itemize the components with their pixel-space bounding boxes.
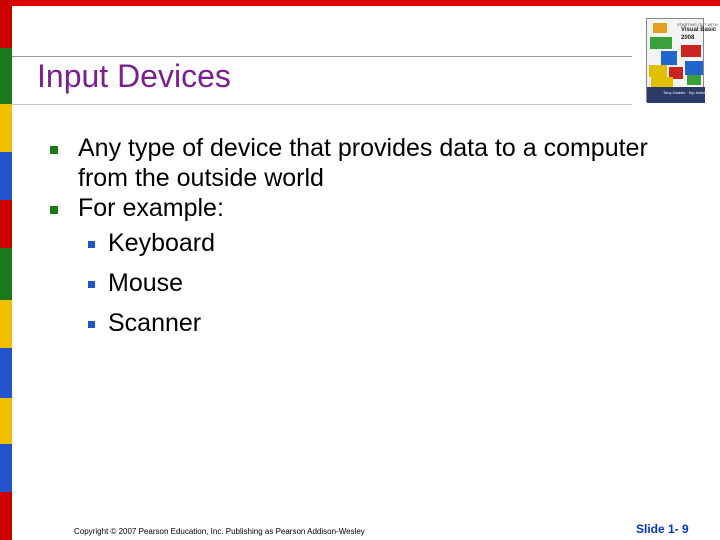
book-cover-logo (646, 18, 718, 102)
sub-bullet-text: Scanner (108, 309, 202, 337)
bullet-item (48, 133, 648, 193)
slide-number: Slide 1- 9 (636, 522, 689, 536)
left-color-bar (0, 0, 12, 540)
blue-square-bullet-icon (88, 281, 95, 288)
left-bar-segment (0, 0, 12, 48)
bullet-list (48, 133, 648, 343)
sub-bullet-text: Keyboard (108, 229, 216, 257)
bullet-text: For example: (78, 194, 224, 222)
logo-block-icon (649, 65, 667, 77)
title-divider (12, 56, 632, 57)
sub-bullet-item (108, 223, 648, 263)
logo-block-icon (681, 45, 701, 57)
left-bar-segment (0, 492, 12, 540)
logo-line-2: Visual Basic (681, 27, 717, 33)
left-bar-segment (0, 200, 12, 248)
title-divider-lower (12, 104, 632, 105)
left-bar-segment (0, 444, 12, 492)
logo-block-icon (653, 23, 667, 33)
sub-bullet-item (108, 303, 648, 343)
logo-authors: Tony Gaddis · Kip Irvine (663, 90, 706, 95)
logo-line-1: STARTING OUT WITH (677, 22, 718, 27)
left-bar-segment (0, 248, 12, 300)
sub-bullet-item (108, 263, 648, 303)
blue-square-bullet-icon (88, 241, 95, 248)
logo-block-icon (651, 77, 673, 87)
bullet-item (48, 193, 648, 223)
green-square-bullet-icon (50, 206, 58, 214)
top-accent-line (12, 0, 720, 6)
sub-bullet-text: Mouse (108, 269, 184, 297)
logo-block-icon (687, 75, 701, 85)
left-bar-segment (0, 300, 12, 348)
blue-square-bullet-icon (88, 321, 95, 328)
copyright-footer: Copyright © 2007 Pearson Education, Inc. Publishing as Pearson Addison-Wesley (74, 527, 365, 536)
left-bar-segment (0, 398, 12, 444)
left-bar-segment (0, 348, 12, 398)
logo-block-icon (685, 61, 703, 75)
logo-line-3: 2008 (681, 35, 695, 41)
green-square-bullet-icon (50, 146, 58, 154)
bullet-text: Any type of device that provides data to a computer from the outside world (78, 134, 648, 192)
logo-block-icon (661, 51, 677, 65)
slide-title: Input Devices (37, 58, 231, 94)
logo-block-icon (650, 37, 672, 49)
left-bar-segment (0, 104, 12, 152)
left-bar-segment (0, 48, 12, 104)
left-bar-segment (0, 152, 12, 200)
